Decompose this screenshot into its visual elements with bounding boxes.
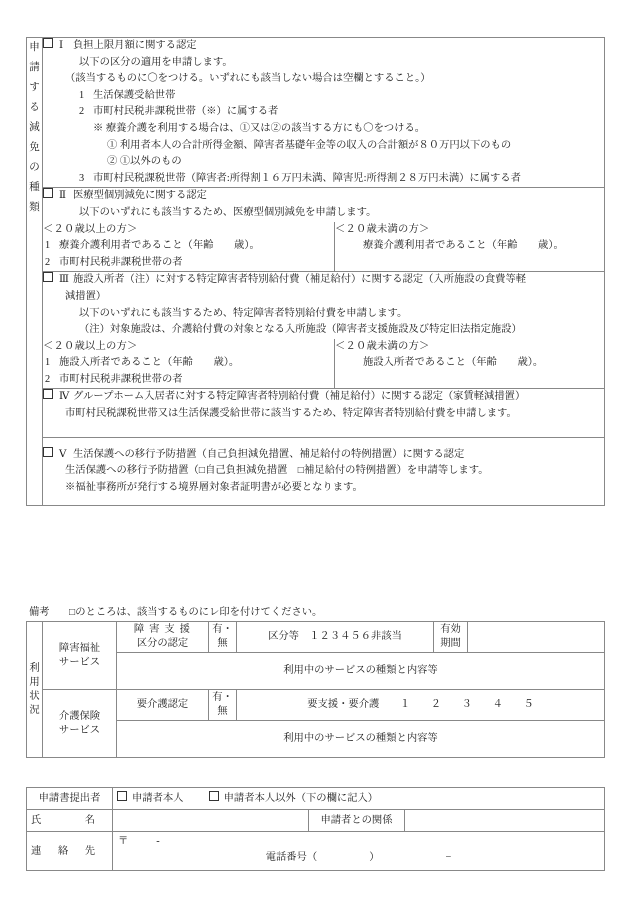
usage-vlabel-char-0: 利 bbox=[29, 662, 40, 674]
section-3-line-1: （注）対象施設は、介護給付費の対象となる入所施設（障害者支援施設及び特定旧法指定施設） bbox=[79, 324, 522, 336]
usage-cert-care-line-0: 要介護認定 bbox=[136, 699, 189, 710]
vlabel-char-8: 類 bbox=[29, 201, 40, 213]
checkbox-section-5[interactable] bbox=[43, 447, 53, 457]
postal-dash: - bbox=[156, 836, 160, 847]
checkbox-submitter-self[interactable] bbox=[117, 791, 127, 801]
tel-label: 電話番号（ bbox=[265, 852, 318, 863]
usage-vlabel-char-1: 用 bbox=[29, 676, 40, 688]
section-2-right-item-0: 療養介護利用者であること（年齢 歳）。 bbox=[363, 240, 564, 252]
contact-label-char-1: 絡 bbox=[57, 845, 69, 857]
section-4-content bbox=[43, 389, 605, 437]
section-1-item-1 bbox=[43, 104, 604, 121]
submitter-row bbox=[27, 788, 605, 810]
section-3-left-column bbox=[43, 339, 335, 389]
usage-yesno-disability[interactable]: 有・無 bbox=[209, 622, 237, 653]
contact-label-char-2: 先 bbox=[84, 845, 95, 857]
usage-cert-disability bbox=[117, 622, 209, 653]
section-1-note: ※ 療養介護を利用する場合は、①又は②の該当する方にも〇をつける。 bbox=[93, 122, 426, 134]
submitter-option-self: 申請者本人 bbox=[132, 793, 184, 804]
section-5-heading bbox=[43, 447, 604, 464]
usage-yesno-care[interactable]: 有・無 bbox=[209, 690, 237, 721]
section-3-title-cont: 減措置） bbox=[65, 290, 107, 302]
section-2-left-heading: ＜２０歳以上の方＞ bbox=[43, 223, 138, 235]
section-1-content bbox=[43, 38, 605, 188]
section-2-left-item-1-text: 市町村民税非課税世帯の者 bbox=[59, 256, 183, 268]
vlabel-char-5: 免 bbox=[29, 141, 40, 153]
section-1-item-1-no: 2 bbox=[79, 106, 85, 118]
section-3-left-item-0 bbox=[43, 355, 334, 372]
section-row-2-header bbox=[27, 188, 605, 222]
section-4-title: グループホーム入居者に対する特定障害者特別給付費（補足給付）に関する認定（家賃軽減措置） bbox=[73, 391, 526, 403]
usage-service-care-line-0: 介護保険 bbox=[58, 710, 101, 722]
usage-service-care bbox=[43, 690, 117, 758]
vlabel-char-1: 請 bbox=[29, 61, 40, 73]
submitter-options bbox=[113, 788, 605, 810]
section-3-heading bbox=[43, 272, 604, 289]
section-3-left-item-1-no: 2 bbox=[45, 373, 51, 385]
section-2-left-item-0-no: 1 bbox=[45, 240, 51, 252]
section-row-3-header bbox=[27, 272, 605, 339]
section-2-content bbox=[43, 188, 605, 222]
tel-dash: − bbox=[445, 852, 452, 863]
section-1-item-0 bbox=[43, 88, 604, 105]
section-2-numeral: Ⅱ bbox=[59, 190, 66, 202]
section-1-line-0: 以下の区分の適用を申請します。 bbox=[79, 56, 233, 68]
vlabel-char-6: の bbox=[29, 161, 40, 173]
usage-service-disability-line-0: 障害福祉 bbox=[58, 642, 101, 654]
relation-label: 申請者との関係 bbox=[309, 810, 405, 832]
section-5-line-1: ※福祉事務所が発行する境界層対象者証明書が必要となります。 bbox=[65, 481, 363, 493]
section-row-1 bbox=[27, 38, 605, 188]
usage-service-disability bbox=[43, 622, 117, 690]
telephone-field[interactable] bbox=[113, 850, 604, 865]
section-row-5 bbox=[27, 437, 605, 506]
section-3-line-0: 以下のいずれにも該当するため、特定障害者特別給付費を申請します。 bbox=[79, 307, 408, 319]
section-2-title: 医療型個別減免に関する認定 bbox=[73, 190, 207, 202]
exemption-kind-table bbox=[26, 37, 605, 506]
section-1-item-2-text: 市町村民税課税世帯（障害者:所得割１６万円未満、障害児:所得割２８万円未満）に属する者 bbox=[93, 172, 521, 184]
contact-label-char-0: 連 bbox=[31, 845, 42, 857]
section-2-heading bbox=[43, 188, 604, 205]
section-2-left-item-1-no: 2 bbox=[45, 256, 51, 268]
usage-cert-disability-line-1: 区分の認定 bbox=[136, 638, 189, 649]
section-5-numeral: Ⅴ bbox=[59, 448, 67, 460]
section-4-heading bbox=[43, 389, 604, 406]
section-2-right-heading: ＜２０歳未満の方＞ bbox=[335, 223, 430, 235]
section-2-line-0: 以下のいずれにも該当するため、医療型個別減免を申請します。 bbox=[79, 206, 377, 218]
checkbox-section-2[interactable] bbox=[43, 188, 53, 198]
usage-service-care-line-1: サービス bbox=[58, 724, 101, 736]
section-5-title: 生活保護への移行予防措置（自己負担減免措置、補足給付の特例措置）に関する認定 bbox=[73, 448, 465, 460]
section-2-left-item-0 bbox=[43, 238, 334, 255]
postal-code-field[interactable] bbox=[118, 834, 160, 849]
section-5-content bbox=[43, 437, 605, 506]
remarks-row bbox=[26, 603, 604, 623]
section-2-left-item-1 bbox=[43, 255, 334, 272]
name-label-char-1: 名 bbox=[84, 815, 95, 826]
usage-cert-care bbox=[117, 690, 209, 721]
section-1-numeral: Ⅰ bbox=[59, 40, 64, 51]
usage-content-disability[interactable]: 利用中のサービスの種類と内容等 bbox=[117, 653, 605, 690]
usage-valid-label bbox=[434, 622, 468, 653]
vertical-label-application-kind bbox=[27, 38, 43, 506]
postal-mark-icon: 〒 bbox=[118, 836, 129, 847]
usage-row-disability-header bbox=[27, 622, 605, 653]
vlabel-char-2: す bbox=[29, 81, 40, 93]
name-label bbox=[27, 810, 113, 832]
section-3-content bbox=[43, 272, 605, 339]
section-3-left-item-0-text: 施設入所者であること（年齢 歳）。 bbox=[59, 357, 240, 369]
usage-valid-value[interactable] bbox=[468, 622, 605, 653]
submitter-label: 申請書提出者 bbox=[27, 788, 113, 810]
usage-vlabel-char-2: 状 bbox=[29, 690, 40, 702]
usage-division-care[interactable]: 要支援・要介護 １ ２ ３ ４ ５ bbox=[237, 690, 605, 721]
name-value[interactable] bbox=[113, 810, 309, 832]
section-3-left-heading: ＜２０歳以上の方＞ bbox=[43, 340, 138, 352]
section-1-item-2 bbox=[43, 171, 604, 188]
checkbox-section-1[interactable] bbox=[43, 38, 53, 48]
usage-content-care[interactable]: 利用中のサービスの種類と内容等 bbox=[117, 721, 605, 758]
section-1-heading bbox=[43, 38, 604, 55]
section-row-2-columns bbox=[27, 222, 605, 272]
usage-cert-disability-line-0: 障 害 支 援 bbox=[133, 624, 192, 635]
section-1-item-0-text: 生活保護受給世帯 bbox=[93, 89, 176, 101]
section-3-left-item-0-no: 1 bbox=[45, 357, 51, 369]
usage-valid-line-0: 有効 bbox=[440, 624, 461, 635]
vlabel-char-3: る bbox=[29, 101, 40, 113]
tel-close: ） bbox=[369, 852, 380, 863]
checkbox-submitter-other[interactable] bbox=[209, 791, 219, 801]
contact-value-cell[interactable] bbox=[113, 832, 605, 871]
name-row bbox=[27, 810, 605, 832]
usage-valid-line-1: 期間 bbox=[440, 638, 461, 649]
contact-row bbox=[27, 832, 605, 871]
section-4-numeral: Ⅳ bbox=[59, 391, 70, 403]
section-2-left-column bbox=[43, 222, 335, 272]
contact-label bbox=[27, 832, 113, 871]
submitter-table bbox=[26, 787, 605, 871]
section-1-item-1-text: 市町村民税非課税世帯（※）に属する者 bbox=[93, 106, 279, 118]
section-1-title: 負担上限月額に関する認定 bbox=[73, 40, 197, 51]
section-row-4 bbox=[27, 389, 605, 437]
section-3-right-column bbox=[335, 339, 605, 389]
section-1-subitem-0: ① 利用者本人の合計所得金額、障害者基礎年金等の収入の合計額が８０万円以下のもの bbox=[107, 139, 512, 151]
usage-status-table bbox=[26, 621, 605, 758]
usage-vlabel-char-3: 況 bbox=[29, 704, 40, 716]
section-3-left-item-1 bbox=[43, 372, 334, 389]
section-3-numeral: Ⅲ bbox=[59, 274, 69, 286]
vlabel-char-0: 申 bbox=[29, 42, 40, 53]
usage-service-disability-line-1: サービス bbox=[58, 656, 101, 668]
vlabel-char-7: 種 bbox=[29, 181, 40, 193]
usage-row-care-header bbox=[27, 690, 605, 721]
name-label-char-0: 氏 bbox=[31, 815, 42, 826]
section-2-right-column bbox=[335, 222, 605, 272]
remarks-label: 備考 bbox=[29, 607, 50, 618]
section-2-left-item-0-text: 療養介護利用者であること（年齢 歳）。 bbox=[59, 240, 260, 252]
remarks-tr bbox=[26, 603, 604, 623]
usage-division-disability[interactable]: 区分等 １２３４５６非該当 bbox=[237, 622, 434, 653]
section-1-item-0-no: 1 bbox=[79, 89, 85, 101]
section-3-title: 施設入所者（注）に対する特定障害者特別給付費（補足給付）に関する認定（入所施設の食費等軽 bbox=[73, 274, 527, 286]
section-3-left-item-1-text: 市町村民税非課税世帯の者 bbox=[59, 373, 183, 385]
section-1-item-2-no: 3 bbox=[79, 172, 85, 184]
remarks-text: □のところは、該当するものにレ印を付けてください。 bbox=[69, 607, 323, 618]
section-1-line-1: （該当するものに〇をつける。いずれにも該当しない場合は空欄とすること。） bbox=[65, 73, 431, 85]
section-5-line-0: 生活保護への移行予防措置（□自己負担減免措置 □補足給付の特例措置）を申請等します。 bbox=[65, 465, 489, 477]
section-4-line-0: 市町村民税課税世帯又は生活保護受給世帯に該当するため、特定障害者特別給付費を申請します。 bbox=[65, 408, 517, 420]
checkbox-section-3[interactable] bbox=[43, 272, 53, 282]
vlabel-char-4: 減 bbox=[29, 121, 40, 133]
section-3-right-item-0: 施設入所者であること（年齢 歳）。 bbox=[363, 357, 544, 369]
section-row-3-columns bbox=[27, 339, 605, 389]
section-3-right-heading: ＜２０歳未満の方＞ bbox=[335, 340, 430, 352]
section-1-subitem-1: ② ①以外のもの bbox=[107, 156, 182, 168]
checkbox-section-4[interactable] bbox=[43, 389, 53, 399]
submitter-option-other: 申請者本人以外（下の欄に記入） bbox=[223, 793, 379, 804]
vertical-label-usage-status bbox=[27, 622, 43, 758]
relation-value[interactable] bbox=[405, 810, 605, 832]
